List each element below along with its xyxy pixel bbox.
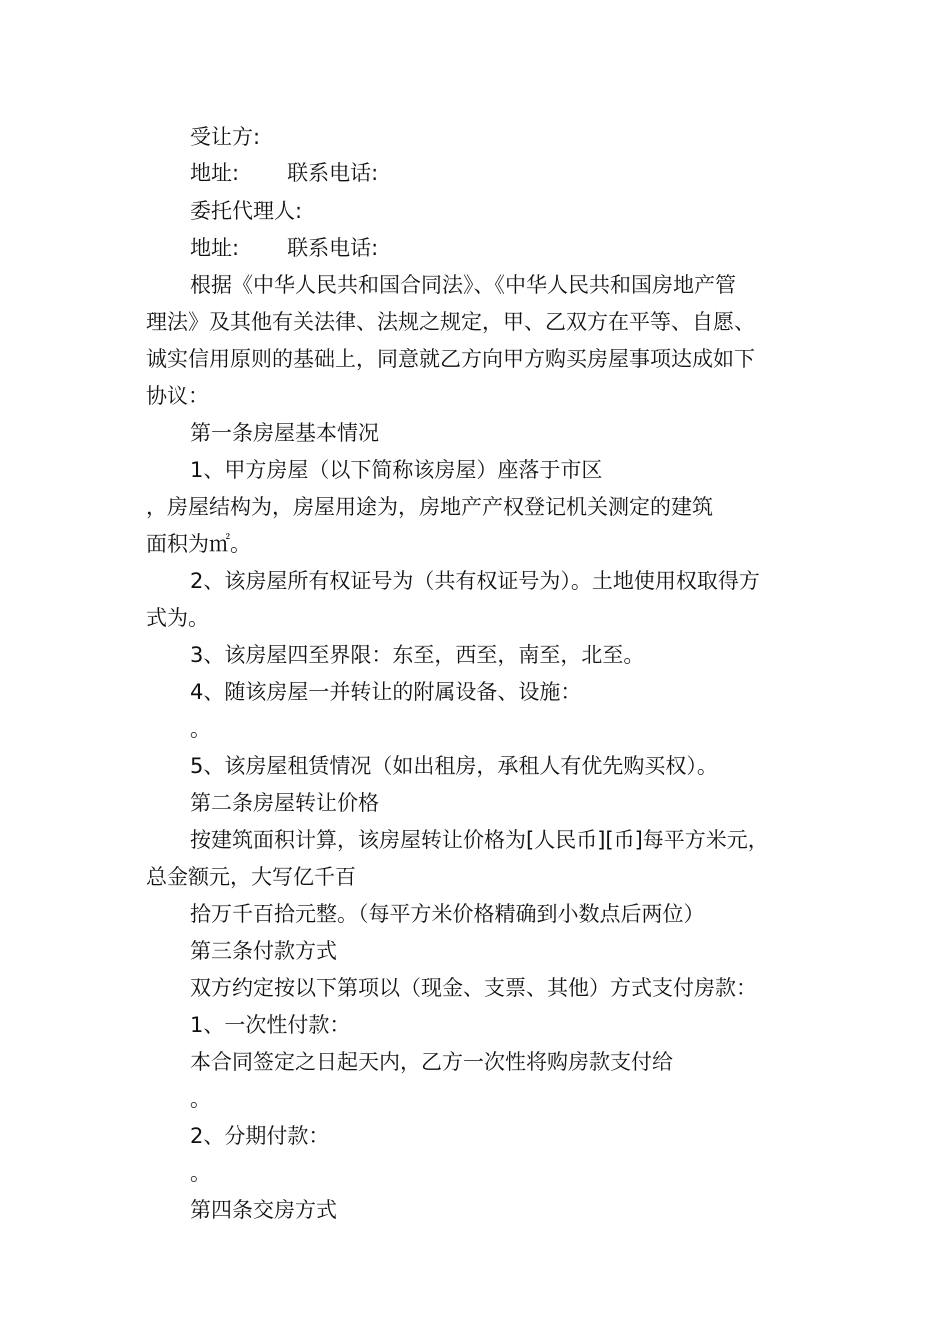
doc-line: 本合同签定之日起天内，乙方一次性将购房款支付给: [190, 1050, 673, 1074]
section-heading: 第三条付款方式: [190, 939, 337, 963]
doc-line: 1、一次性付款：: [190, 1013, 351, 1037]
phone-label: 联系电话:: [287, 161, 379, 185]
doc-line: 委托代理人:: [190, 199, 303, 223]
doc-line: [190, 233, 378, 263]
section-heading: 第一条房屋基本情况: [190, 421, 379, 445]
phone-label: 联系电话:: [287, 236, 379, 260]
doc-line: 。: [190, 1087, 211, 1111]
doc-line: 总金额元，大写亿千百: [146, 865, 356, 889]
doc-line: 4、随该房屋一并转让的附属设备、设施：: [190, 680, 582, 704]
doc-line: 根据《中华人民共和国合同法》、《中华人民共和国房地产管: [190, 273, 736, 297]
doc-line: 。: [190, 717, 211, 741]
doc-line: 1、甲方房屋（以下简称该房屋）座落于市区: [190, 458, 603, 482]
doc-line: 双方约定按以下第项以（现金、支票、其他）方式支付房款：: [190, 976, 757, 1000]
doc-line: 协议：: [146, 384, 209, 408]
address-label: 地址:: [190, 236, 240, 260]
section-heading: 第四条交房方式: [190, 1198, 337, 1222]
doc-line: 3、该房屋四至界限：东至，西至，南至，北至。: [190, 643, 645, 667]
doc-line: 5、该房屋租赁情况（如出租房，承租人有优先购买权）。: [190, 754, 718, 778]
address-label: 地址:: [190, 161, 240, 185]
section-heading: 第二条房屋转让价格: [190, 791, 379, 815]
doc-line: 2、该房屋所有权证号为（共有权证号为）。土地使用权取得方: [190, 569, 760, 593]
doc-line: ，房屋结构为，房屋用途为，房地产产权登记机关测定的建筑: [146, 495, 713, 519]
doc-line: 。: [190, 1161, 211, 1185]
doc-line: 面积为㎡。: [146, 532, 251, 556]
doc-line: [190, 158, 378, 188]
doc-line: 受让方:: [190, 125, 261, 149]
doc-line: 2、分期付款：: [190, 1124, 330, 1148]
doc-line: 按建筑面积计算，该房屋转让价格为[人民币][币]每平方米元，: [190, 828, 769, 852]
doc-line: 诚实信用原则的基础上，同意就乙方向甲方购买房屋事项达成如下: [146, 347, 755, 371]
doc-line: 式为。: [146, 606, 209, 630]
doc-line: 理法》及其他有关法律、法规之规定，甲、乙双方在平等、自愿、: [146, 310, 755, 334]
doc-line: 拾万千百拾元整。（每平方米价格精确到小数点后两位）: [190, 902, 705, 926]
